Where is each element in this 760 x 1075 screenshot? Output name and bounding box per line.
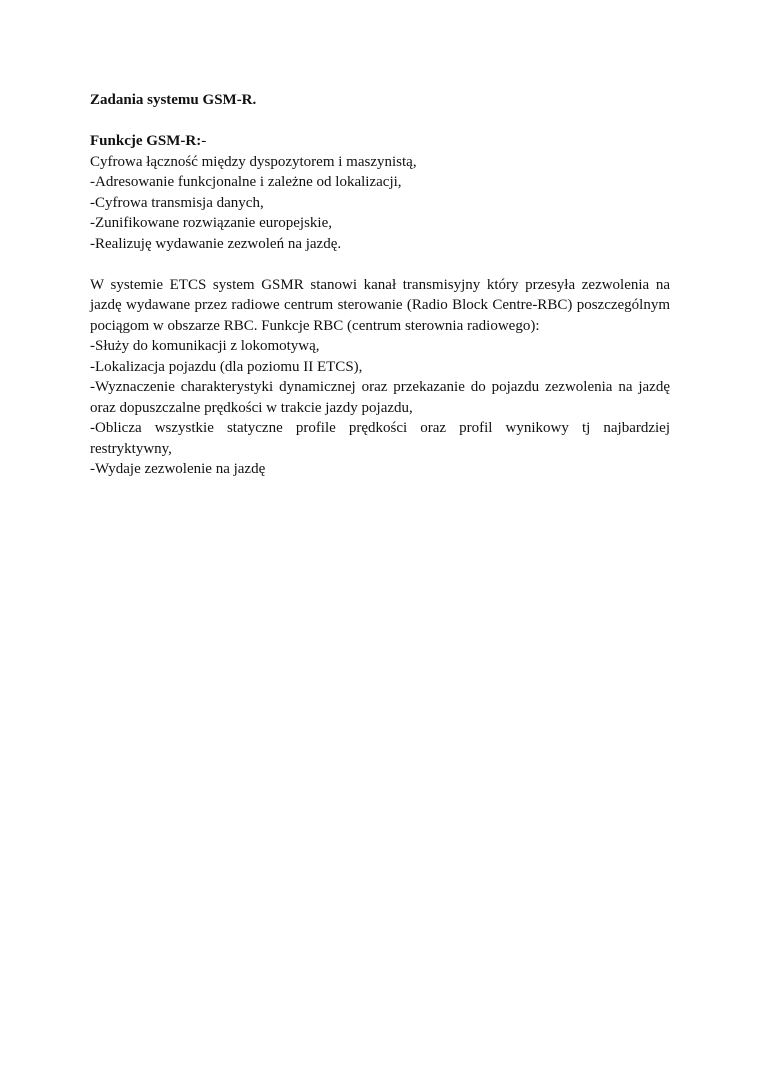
rbc-function-item: -Oblicza wszystkie statyczne profile prędkości oraz profil wynikowy tj najbardziej restryktywny, xyxy=(90,420,670,457)
function-item: Cyfrowa łączność między dyspozytorem i maszynistą, xyxy=(90,153,417,170)
blank-line xyxy=(90,254,670,275)
etcs-paragraph: W systemie ETCS system GSMR stanowi kanał transmisyjny który przesyła zezwolenia na jazdę wydawane przez radiowe centrum sterowanie (Radio Block Centre-RBC) poszczególnym pociągom w obszarze RBC. Funkcje RBC (centrum sterownia radiowego): xyxy=(90,276,670,334)
rbc-function-item: -Służy do komunikacji z lokomotywą, xyxy=(90,338,320,354)
function-item: -Cyfrowa transmisja danych, xyxy=(90,194,264,211)
rbc-function-item: -Wyznaczenie charakterystyki dynamicznej oraz przekazanie do pojazdu zezwolenia na jazdę oraz dopuszczalne prędkości w trakcie jazdy pojazdu, xyxy=(90,379,670,416)
functions-heading-suffix: - xyxy=(201,133,207,149)
function-item: -Adresowanie funkcjonalne i zależne od lokalizacji, xyxy=(90,174,402,190)
document-body xyxy=(90,90,670,480)
blank-line xyxy=(90,111,670,132)
document-title: Zadania systemu GSM-R. xyxy=(90,92,257,108)
function-item: -Realizuję wydawanie zezwoleń na jazdę. xyxy=(90,235,342,252)
functions-heading-line xyxy=(90,131,670,152)
functions-heading: Funkcje GSM-R: xyxy=(90,133,202,149)
function-item: -Zunifikowane rozwiązanie europejskie, xyxy=(90,215,332,231)
rbc-function-item: -Wydaje zezwolenie na jazdę xyxy=(90,461,266,477)
rbc-function-item: -Lokalizacja pojazdu (dla poziomu II ETCS), xyxy=(90,358,363,375)
